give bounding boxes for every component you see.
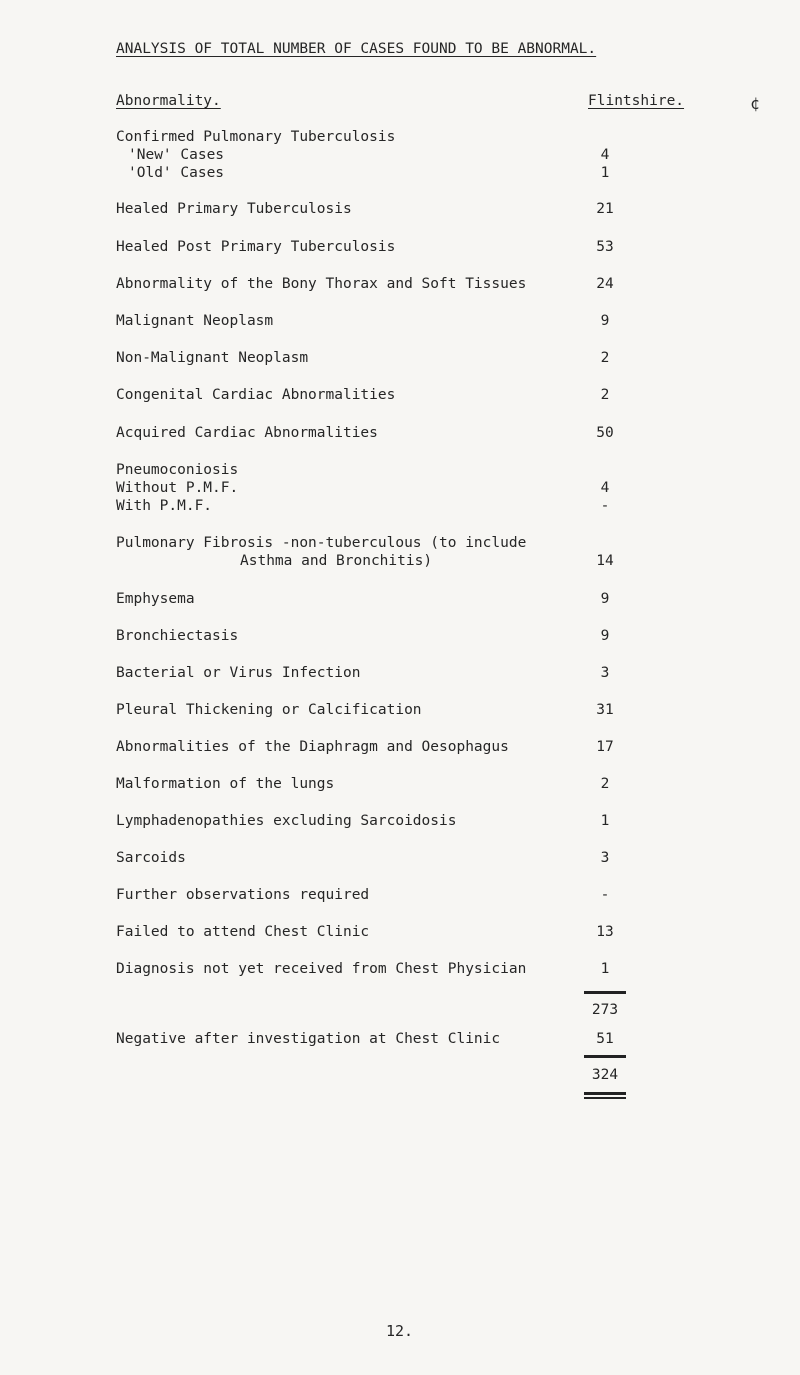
- row-label: Malformation of the lungs: [116, 776, 335, 792]
- row-value: 14: [596, 553, 614, 569]
- negative-label: Negative after investigation at Chest Clinic: [116, 1031, 501, 1047]
- row-label: Malignant Neoplasm: [116, 313, 274, 329]
- row-label: Pleural Thickening or Calcification: [116, 702, 422, 718]
- row-value: 9: [600, 591, 610, 607]
- row-label: Abnormality of the Bony Thorax and Soft Tissues: [116, 276, 527, 292]
- row-value: 31: [596, 702, 614, 718]
- row-label: Bacterial or Virus Infection: [116, 665, 361, 681]
- row-value: 1: [600, 961, 610, 977]
- row-label: With P.M.F.: [116, 498, 213, 514]
- row-label: Failed to attend Chest Clinic: [116, 924, 370, 940]
- row-value: 4: [600, 480, 610, 496]
- row-value: 9: [600, 313, 610, 329]
- row-label: Pneumoconiosis: [116, 462, 239, 478]
- row-value: 2: [600, 387, 610, 403]
- row-label: Further observations required: [116, 887, 370, 903]
- row-value: 50: [596, 425, 614, 441]
- row-label: Abnormalities of the Diaphragm and Oesophagus: [116, 739, 509, 755]
- row-label: Healed Post Primary Tuberculosis: [116, 239, 396, 255]
- row-label: Lymphadenopathies excluding Sarcoidosis: [116, 813, 457, 829]
- row-value: 21: [596, 201, 614, 217]
- row-value: 4: [600, 147, 610, 163]
- row-value: 24: [596, 276, 614, 292]
- row-value: 3: [600, 665, 610, 681]
- row-value: 13: [596, 924, 614, 940]
- row-value: 17: [596, 739, 614, 755]
- row-label: Bronchiectasis: [116, 628, 239, 644]
- row-value: 9: [600, 628, 610, 644]
- total-rule: [584, 1055, 626, 1058]
- row-label: Without P.M.F.: [116, 480, 239, 496]
- double-rule-top: [584, 1092, 626, 1095]
- row-label: Confirmed Pulmonary Tuberculosis: [116, 129, 396, 145]
- row-label: 'New' Cases: [128, 147, 225, 163]
- subtotal-rule: [584, 991, 626, 994]
- double-rule-bottom: [584, 1097, 626, 1099]
- abnormality-column-header: Abnormality.: [116, 93, 221, 109]
- row-value: 3: [600, 850, 610, 866]
- row-value: 2: [600, 350, 610, 366]
- total-value: 324: [591, 1067, 619, 1083]
- row-label: Healed Primary Tuberculosis: [116, 201, 352, 217]
- page-number: 12.: [386, 1322, 414, 1340]
- row-label: Sarcoids: [116, 850, 186, 866]
- row-label: Congenital Cardiac Abnormalities: [116, 387, 396, 403]
- row-value: 53: [596, 239, 614, 255]
- row-label: Diagnosis not yet received from Chest Physician: [116, 961, 527, 977]
- row-value: -: [600, 498, 610, 514]
- flintshire-column-header: Flintshire.: [588, 93, 685, 109]
- subtotal-value: 273: [591, 1002, 619, 1018]
- row-value: -: [600, 887, 610, 903]
- margin-mark: ¢: [750, 94, 760, 113]
- page-title: ANALYSIS OF TOTAL NUMBER OF CASES FOUND TO BE ABNORMAL.: [116, 41, 597, 57]
- row-label: Pulmonary Fibrosis -non-tuberculous (to include: [116, 535, 527, 551]
- row-label: Asthma and Bronchitis): [240, 553, 433, 569]
- row-label: Emphysema: [116, 591, 195, 607]
- row-label: Non-Malignant Neoplasm: [116, 350, 309, 366]
- row-value: 1: [600, 165, 610, 181]
- row-value: 1: [600, 813, 610, 829]
- negative-value: 51: [596, 1031, 614, 1047]
- row-value: 2: [600, 776, 610, 792]
- row-label: 'Old' Cases: [128, 165, 225, 181]
- row-label: Acquired Cardiac Abnormalities: [116, 425, 378, 441]
